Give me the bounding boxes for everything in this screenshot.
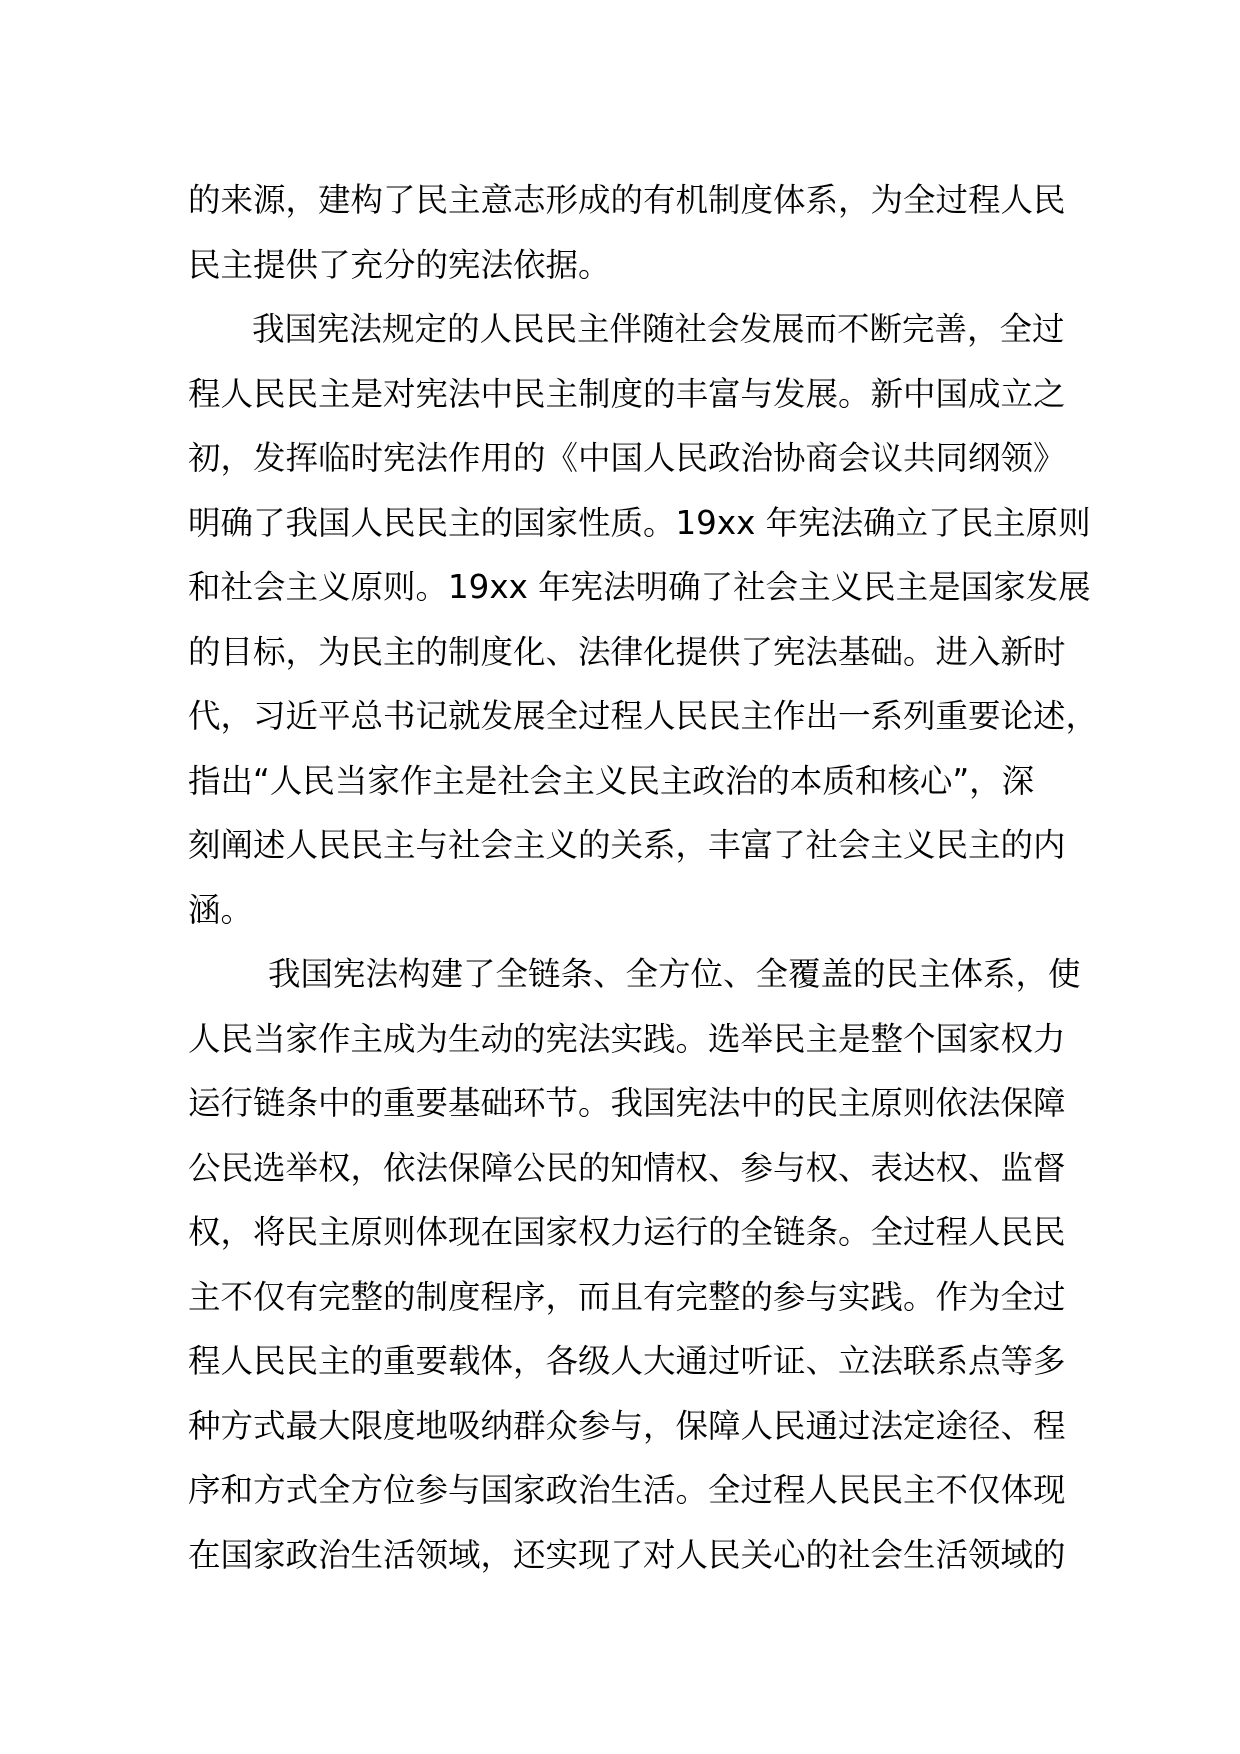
text-line: 运行链条中的重要基础环节。我国宪法中的民主原则依法保障 — [188, 1084, 1066, 1122]
text-line: 权，将民主原则体现在国家权力运行的全链条。全过程人民民 — [188, 1213, 1066, 1251]
document-body — [188, 168, 1099, 1587]
text-line: 人民当家作主成为生动的宪法实践。选举民主是整个国家权力 — [188, 1019, 1066, 1058]
text-line: 在国家政治生活领域，还实现了对人民关心的社会生活领域的 — [188, 1535, 1066, 1574]
text-line: 明确了我国人民民主的国家性质。19xx 年宪法确立了民主原则 — [188, 503, 1091, 542]
paragraph-1 — [188, 168, 1068, 297]
text-line: 序和方式全方位参与国家政治生活。全过程人民民主不仅体现 — [188, 1471, 1066, 1509]
paragraph-3 — [188, 942, 1081, 1587]
text-line: 初，发挥临时宪法作用的《中国人民政治协商会议共同纲领》 — [188, 439, 1066, 477]
text-line: 程人民民主是对宪法中民主制度的丰富与发展。新中国成立之 — [188, 374, 1066, 413]
paragraph-2 — [188, 297, 1099, 942]
text-line: 的来源，建构了民主意志形成的有机制度体系，为全过程人民 — [188, 181, 1066, 219]
text-line: 公民选举权，依法保障公民的知情权、参与权、表达权、监督 — [188, 1148, 1066, 1187]
text-line: 指出“人民当家作主是社会主义民主政治的本质和核心”，深 — [188, 761, 1035, 800]
text-line: 种方式最大限度地吸纳群众参与，保障人民通过法定途径、程 — [188, 1406, 1066, 1445]
text-line: 刻阐述人民民主与社会主义的关系，丰富了社会主义民主的内 — [188, 826, 1066, 864]
text-line: 我国宪法规定的人民民主伴随社会发展而不断完善，全过 — [252, 310, 1065, 348]
text-line: 主不仅有完整的制度程序，而且有完整的参与实践。作为全过 — [188, 1277, 1066, 1316]
text-line: 涵。 — [188, 890, 254, 929]
text-line: 程人民民主的重要载体，各级人大通过听证、立法联系点等多 — [188, 1342, 1066, 1380]
text-line: 民主提供了充分的宪法依据。 — [188, 245, 611, 284]
text-line: 我国宪法构建了全链条、全方位、全覆盖的民主体系，使 — [268, 955, 1081, 993]
text-line: 的目标，为民主的制度化、法律化提供了宪法基础。进入新时 — [188, 632, 1066, 671]
text-line: 和社会主义原则。19xx 年宪法明确了社会主义民主是国家发展 — [188, 568, 1091, 606]
text-line: 代，习近平总书记就发展全过程人民民主作出一系列重要论述， — [188, 697, 1099, 735]
